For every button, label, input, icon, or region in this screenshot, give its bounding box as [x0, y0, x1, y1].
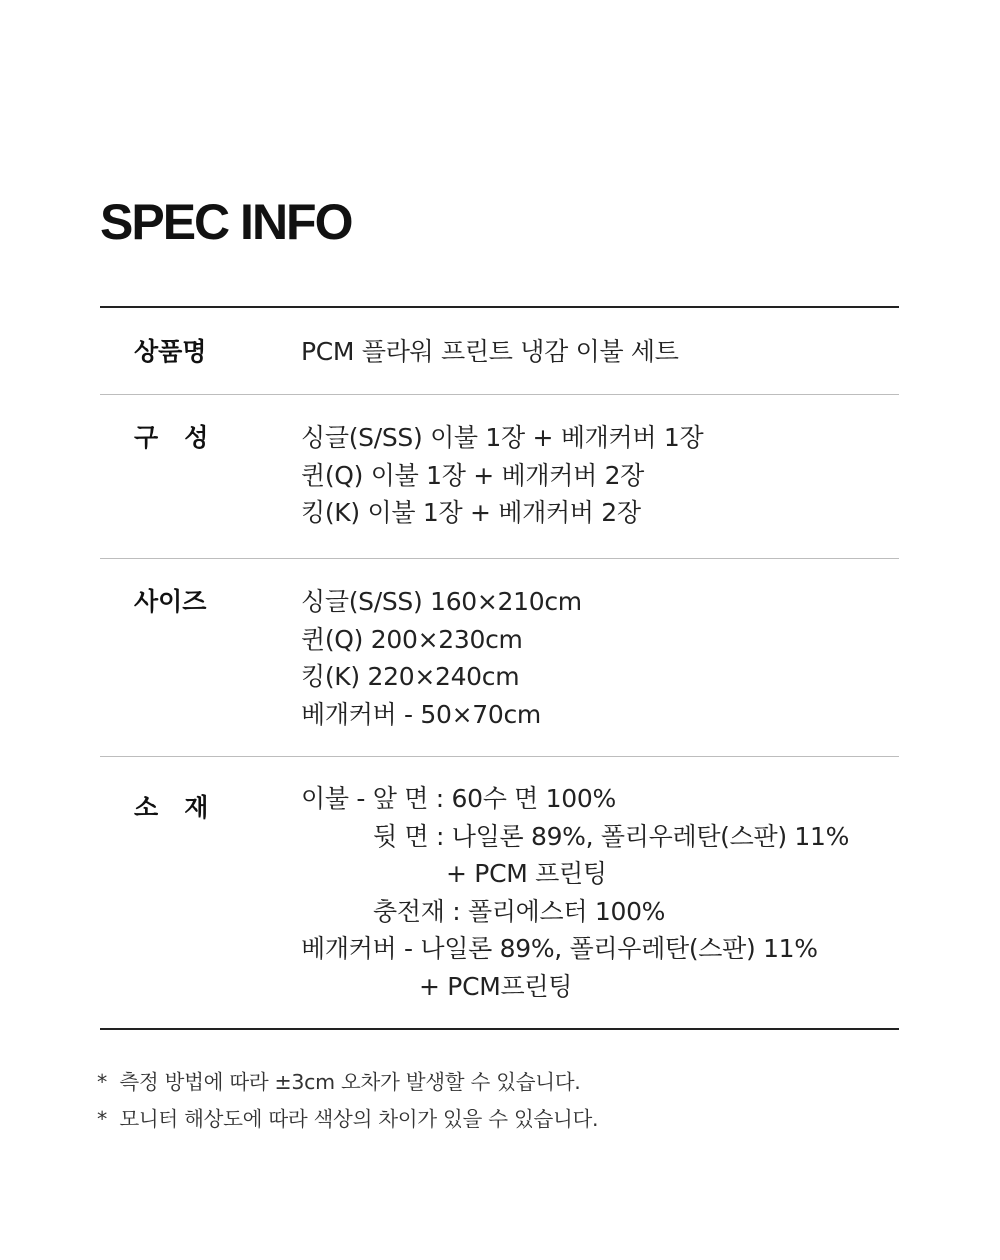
- spec-row-product-name: [100, 308, 899, 395]
- spec-row-size: [100, 559, 899, 757]
- value-line: 킹(K) 이불 1장 + 베개커버 2장: [301, 498, 641, 527]
- value-line: 싱글(S/SS) 160×210cm: [301, 587, 582, 616]
- row-label: 소 재: [134, 793, 209, 822]
- value-line: PCM 플라워 프린트 냉감 이불 세트: [301, 337, 679, 366]
- value-line: + PCM 프린팅: [446, 859, 607, 888]
- row-value: [301, 780, 849, 1005]
- value-line: 이불 - 앞 면 : 60수 면 100%: [301, 784, 616, 813]
- value-line: 퀸(Q) 이불 1장 + 베개커버 2장: [301, 460, 645, 490]
- value-line: 뒷 면 : 나일론 89%, 폴리우레탄(스판) 11%: [373, 821, 850, 851]
- row-value: [301, 333, 679, 371]
- value-line: 퀸(Q) 200×230cm: [301, 624, 523, 654]
- row-label: 상품명: [134, 337, 207, 366]
- page-title: SPEC INFO: [100, 194, 352, 250]
- row-label: 구 성: [134, 423, 209, 452]
- note-line: * 모니터 해상도에 따라 색상의 차이가 있을 수 있습니다.: [97, 1107, 599, 1131]
- notes: [97, 1064, 598, 1138]
- value-line: 싱글(S/SS) 이불 1장 + 베개커버 1장: [301, 423, 704, 452]
- spec-row-material: [100, 757, 899, 1028]
- value-line: + PCM프린팅: [419, 971, 573, 1001]
- row-label: 사이즈: [134, 587, 207, 616]
- value-line: 베개커버 - 나일론 89%, 폴리우레탄(스판) 11%: [301, 934, 818, 963]
- spec-table: [100, 306, 899, 1030]
- note-line: * 측정 방법에 따라 ±3cm 오차가 발생할 수 있습니다.: [97, 1070, 581, 1094]
- value-line: 충전재 : 폴리에스터 100%: [373, 896, 666, 926]
- value-line: 베개커버 - 50×70cm: [301, 699, 541, 729]
- value-line: 킹(K) 220×240cm: [301, 662, 520, 691]
- row-value: [301, 419, 703, 532]
- row-value: [301, 583, 582, 733]
- spec-row-composition: [100, 395, 899, 559]
